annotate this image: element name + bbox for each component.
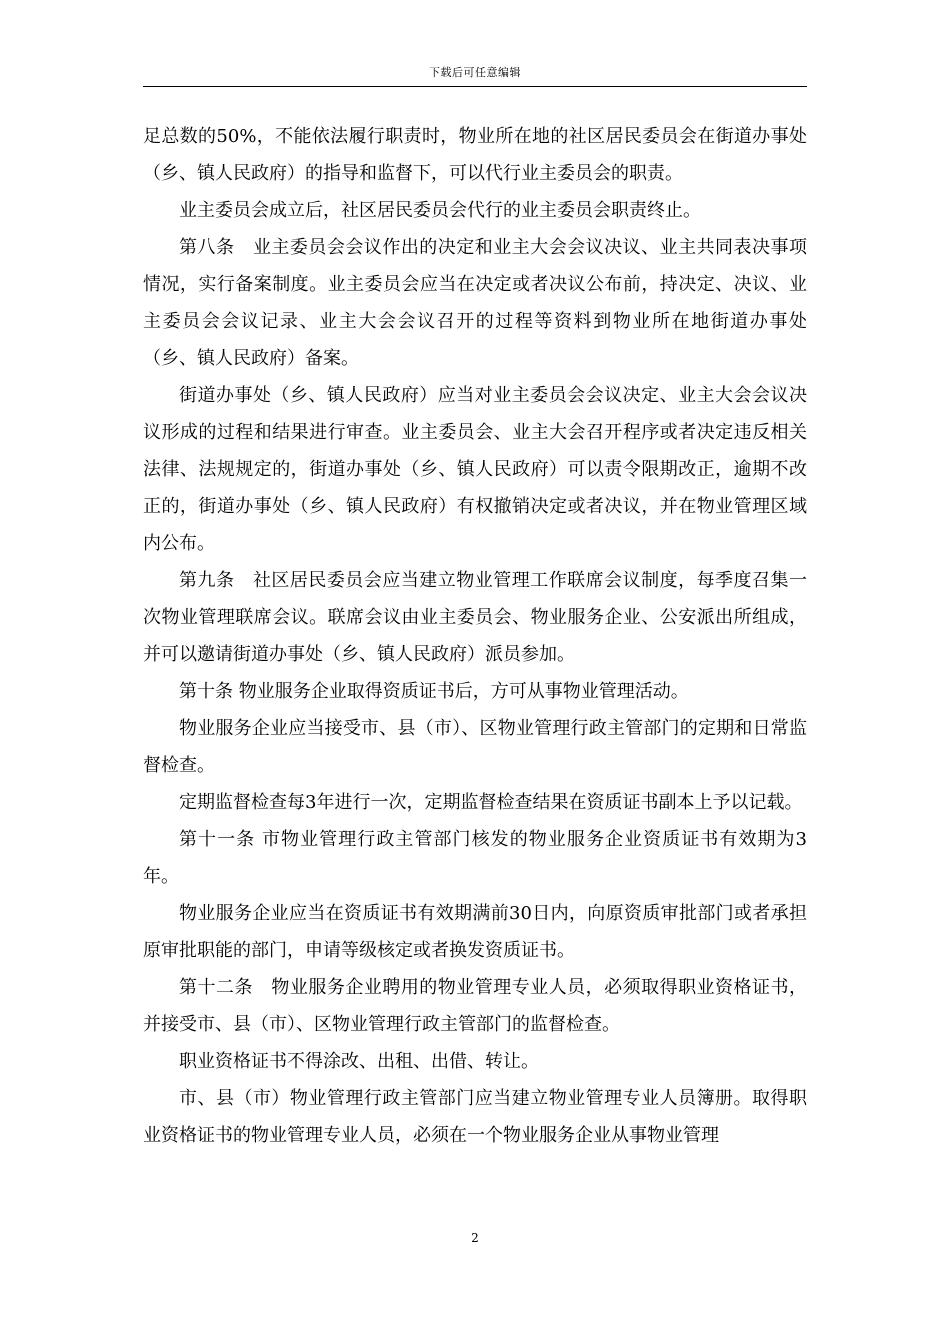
- paragraph: 职业资格证书不得涂改、出租、出借、转让。: [179, 1051, 539, 1072]
- article-8-paragraph: 第八条 业主委员会会议作出的决定和业主大会会议决议、业主共同表决事项情况，实行备案制度。业主委员会应当在决定或者决议公布前，持决定、决议、业主委员会会议记录、业主大会会议召开的过程等资料到物业所在地街道办事处（乡、镇人民政府）备案。: [143, 237, 807, 369]
- document-body: [143, 118, 807, 1154]
- paragraph: 物业服务企业应当在资质证书有效期满前30日内，向原资质审批部门或者承担原审批职能的部门，申请等级核定或者换发资质证书。: [143, 903, 807, 961]
- article-12-paragraph: 第十二条 物业服务企业聘用的物业管理专业人员，必须取得职业资格证书，并接受市、县（市）、区物业管理行政主管部门的监督检查。: [143, 977, 807, 1035]
- article-11-paragraph: 第十一条 市物业管理行政主管部门核发的物业服务企业资质证书有效期为3年。: [143, 829, 807, 887]
- paragraph: 物业服务企业应当接受市、县（市）、区物业管理行政主管部门的定期和日常监督检查。: [143, 718, 807, 776]
- paragraph: 定期监督检查每3年进行一次，定期监督检查结果在资质证书副本上予以记载。: [179, 792, 803, 813]
- article-9-paragraph: 第九条 社区居民委员会应当建立物业管理工作联席会议制度，每季度召集一次物业管理联席会议。联席会议由业主委员会、物业服务企业、公安派出所组成，并可以邀请街道办事处（乡、镇人民政府）派员参加。: [143, 570, 807, 665]
- paragraph: 街道办事处（乡、镇人民政府）应当对业主委员会会议决定、业主大会会议决议形成的过程和结果进行审查。业主委员会、业主大会召开程序或者决定违反相关法律、法规规定的，街道办事处（乡、镇人民政府）可以责令限期改正，逾期不改正的，街道办事处（乡、镇人民政府）有权撤销决定或者决议，并在物业管理区域内公布。: [143, 385, 807, 554]
- article-10-paragraph: 第十条 物业服务企业取得资质证书后，方可从事物业管理活动。: [179, 681, 689, 702]
- paragraph: 足总数的50%，不能依法履行职责时，物业所在地的社区居民委员会在街道办事处（乡、镇人民政府）的指导和监督下，可以代行业主委员会的职责。: [143, 126, 807, 184]
- paragraph: 业主委员会成立后，社区居民委员会代行的业主委员会职责终止。: [179, 200, 701, 221]
- header-divider: [143, 86, 807, 87]
- paragraph: 市、县（市）物业管理行政主管部门应当建立物业管理专业人员簿册。取得职业资格证书的物业管理专业人员，必须在一个物业服务企业从事物业管理: [143, 1088, 807, 1146]
- page-number: 2: [471, 1231, 479, 1245]
- page-header: 下载后可任意编辑: [429, 66, 521, 79]
